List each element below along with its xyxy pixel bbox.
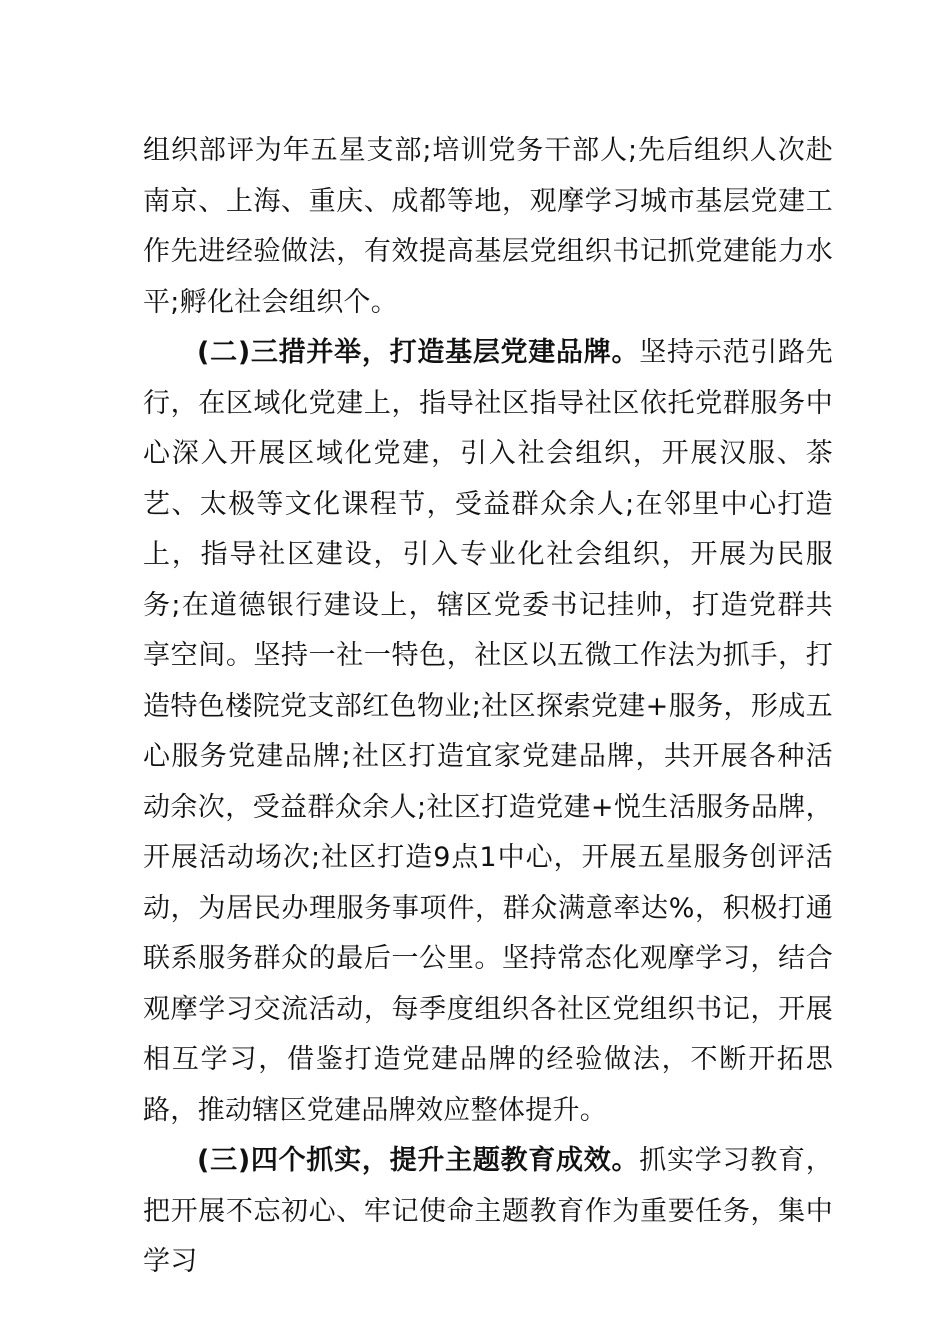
document-body xyxy=(143,126,833,1288)
paragraph-body: 组织部评为年五星支部;培训党务干部人;先后组织人次赴南京、上海、重庆、成都等地，观摩学习城市基层党建工作先进经验做法，有效提高基层党组织书记抓党建能力水平;孵化社会组织个。 xyxy=(143,135,833,318)
section-two-paragraph xyxy=(143,328,833,1136)
section-three-heading: (三)四个抓实，提升主题教育成效。 xyxy=(197,1145,640,1176)
paragraph-continuation xyxy=(143,126,833,328)
section-three-body: 抓实学习教育，把开展不忘初心、牢记使命主题教育作为重要任务，集中学习 xyxy=(143,1145,834,1277)
section-three-paragraph xyxy=(143,1136,833,1288)
section-two-heading: (二)三措并举，打造基层党建品牌。 xyxy=(197,337,640,368)
section-two-body: 坚持示范引路先行，在区域化党建上，指导社区指导社区依托党群服务中心深入开展区域化党建，引入社会组织，开展汉服、茶艺、太极等文化课程节，受益群众余人;在邻里中心打造上，指导社区建设，引入专业化社会组织，开展为民服务;在道德银行建设上，辖区党委书记挂帅，打造党群共享空间。坚持一社一特色，社区以五微工作法为抓手，打造特色楼院党支部红色物业;社区探索党建+服务，形成五心服务党建品牌;社区打造宜家党建品牌，共开展各种活动余次，受益群众余人;社区打造党建+悦生活服务品牌，开展活动场次;社区打造9点1中心，开展五星服务创评活动，为居民办理服务事项件，群众满意率达%，积极打通联系服务群众的最后一公里。坚持常态化观摩学习，结合观摩学习交流活动，每季度组织各社区党组织书记，开展相互学习，借鉴打造党建品牌的经验做法，不断开拓思路，推动辖区党建品牌效应整体提升。 xyxy=(143,337,834,1126)
